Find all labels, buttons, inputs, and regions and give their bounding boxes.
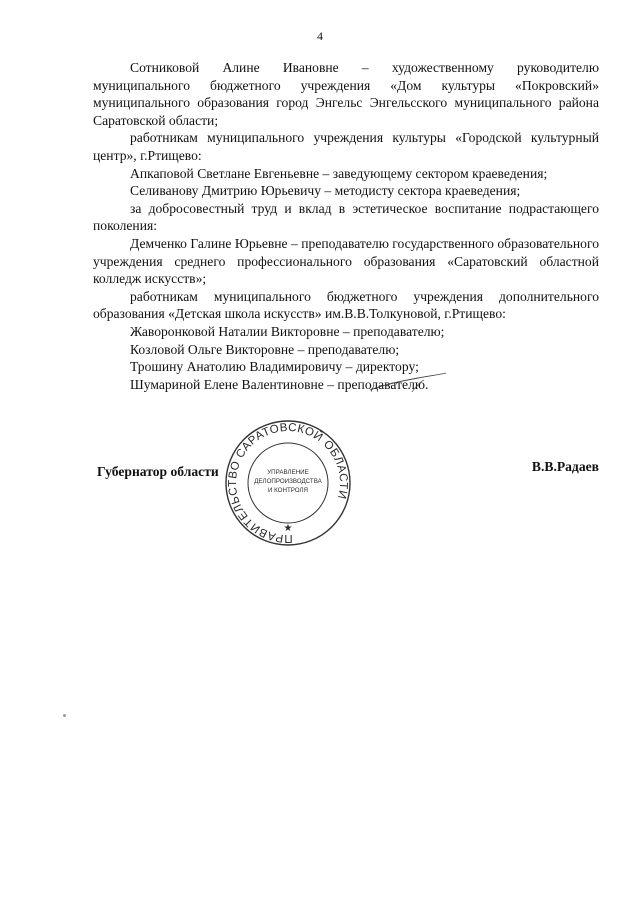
paragraph-demchenko: Демченко Галине Юрьевне – преподавателю государственного образовательного учреждения среднего профессионального образования «Саратовский областной колледж искусств»; (93, 235, 599, 287)
paragraph-aesthetic-education: за добросовестный труд и вклад в эстетическое воспитание подрастающего поколения: (93, 200, 599, 234)
margin-speck (63, 714, 66, 717)
seal-star: ★ (283, 523, 293, 534)
paragraph-apkapova: Апкаповой Светлане Евгеньевне – заведующему сектором краеведения; (130, 165, 548, 181)
handwritten-mark (368, 372, 448, 394)
seal-inner-line-1: УПРАВЛЕНИЕ (267, 469, 309, 476)
paragraph-zhavoronkova: Жаворонковой Наталии Викторовне – преподавателю; (130, 323, 445, 339)
paragraph-art-school: работникам муниципального бюджетного учреждения дополнительного образования «Детская школа искусств» им.В.В.Толкуновой, г.Ртищево: (93, 288, 599, 322)
signatory-name: В.В.Радаев (531, 459, 599, 474)
paragraph-shumarina: Шумариной Елене Валентиновне – преподавателю. (130, 376, 429, 392)
document-body (93, 59, 599, 393)
paragraph-city-culture-center: работникам муниципального учреждения культуры «Городской культурный центр», г.Ртищево: (93, 130, 599, 163)
paragraph-troshin: Трошину Анатолию Владимировичу – директору; (130, 359, 419, 375)
seal-outer-text: ПРАВИТЕЛЬСТВО САРАТОВСКОЙ ОБЛАСТИ (226, 421, 350, 545)
signatory-title: Губернатор области (97, 464, 219, 479)
page-number: 4 (317, 29, 323, 43)
paragraph-sotnikova: Сотниковой Алине Ивановне – художественному руководителю муниципального бюджетного учреждения «Дом культуры «Покровский» муниципального образования город Энгельс Энгельсского муниципального района Саратовской области; (93, 60, 599, 128)
paragraph-selivanov: Селиванову Дмитрию Юрьевичу – методисту сектора краеведения; (130, 183, 521, 199)
seal-inner-line-2: ДЕЛОПРОИЗВОДСТВА (254, 478, 322, 485)
official-seal-stamp (223, 418, 353, 548)
seal-inner-line-3: И КОНТРОЛЯ (267, 487, 309, 494)
paragraph-kozlova: Козловой Ольге Викторовне – преподавателю; (130, 341, 400, 357)
